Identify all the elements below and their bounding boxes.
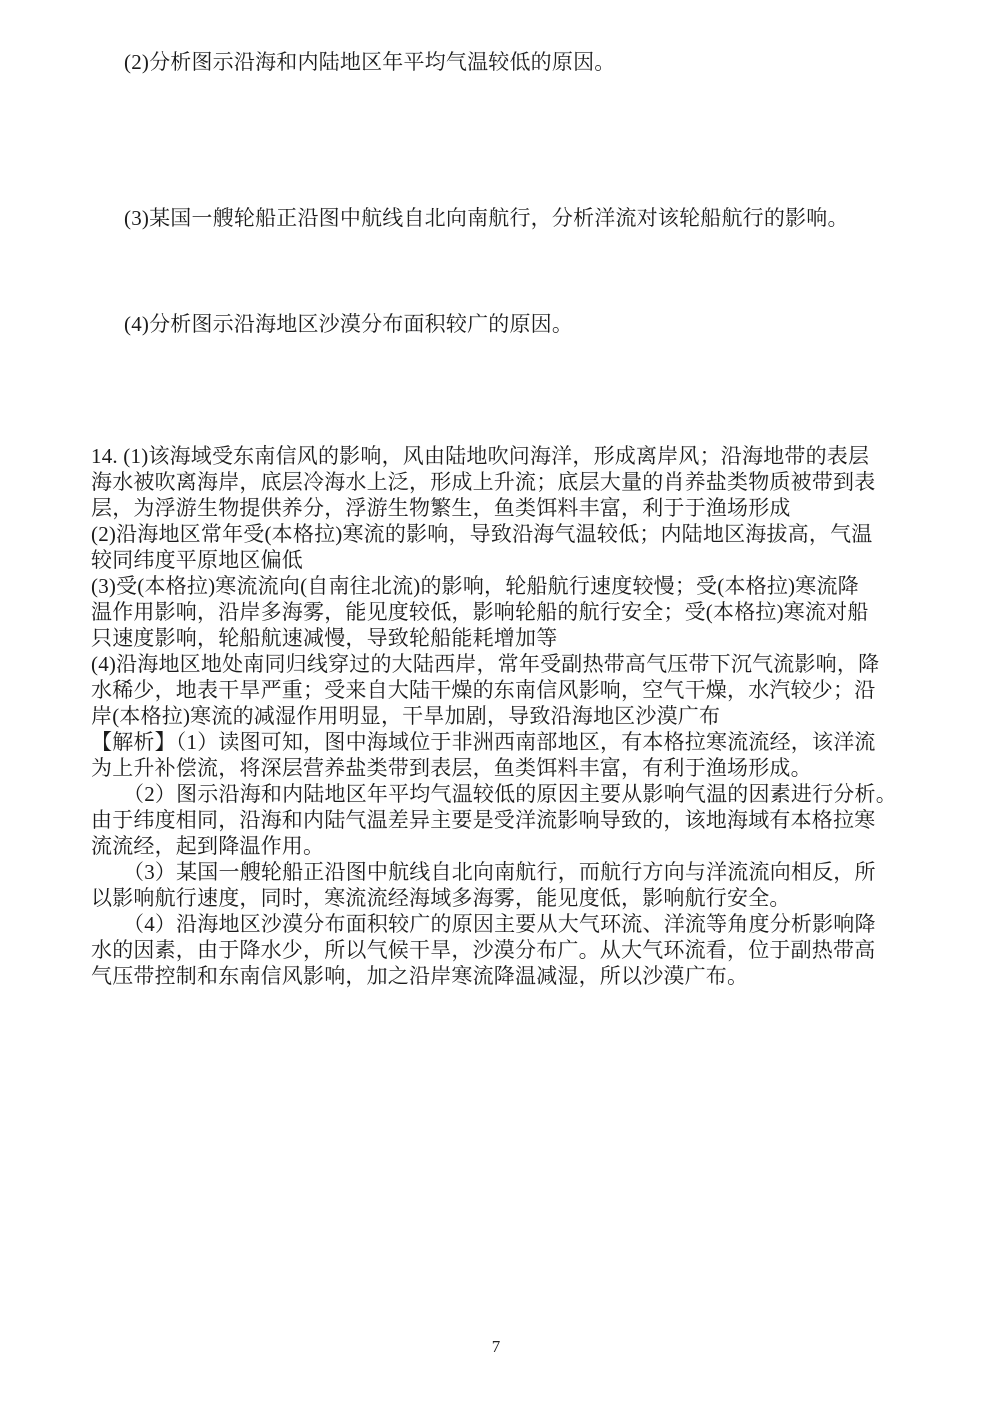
answer-line: (4)沿海地区地处南同归线穿过的大陆西岸，常年受副热带高气压带下沉气流影响，降 — [91, 652, 880, 676]
answer-line: 流流经，起到降温作用。 — [91, 834, 325, 858]
answer-line: （4）沿海地区沙漠分布面积较广的原因主要从大气环流、洋流等角度分析影响降 — [123, 912, 876, 936]
question-line-4: (4)分析图示沿海地区沙漠分布面积较广的原因。 — [124, 312, 574, 336]
answer-line: (2)沿海地区常年受(本格拉)寒流的影响，导致沿海气温较低；内陆地区海拔高，气温 — [91, 522, 873, 546]
answer-line: 由于纬度相同，沿海和内陆气温差异主要是受洋流影响导致的，该地海域有本格拉寒 — [91, 808, 876, 832]
answer-line: 岸(本格拉)寒流的减湿作用明显，干旱加剧，导致沿海地区沙漠广布 — [91, 704, 721, 728]
answer-line: （3）某国一艘轮船正沿图中航线自北向南航行，而航行方向与洋流流向相反，所 — [123, 860, 876, 884]
answer-line: 水稀少，地表干旱严重；受来自大陆干燥的东南信风影响，空气干燥，水汽较少；沿 — [91, 678, 876, 702]
question-line-3: (3)某国一艘轮船正沿图中航线自北向南航行，分析洋流对该轮船航行的影响。 — [124, 206, 849, 230]
answer-line: 温作用影响，沿岸多海雾，能见度较低，影响轮船的航行安全；受(本格拉)寒流对船 — [91, 600, 869, 624]
answer-line: 较同纬度平原地区偏低 — [91, 548, 303, 572]
answer-line: 气压带控制和东南信风影响，加之沿岸寒流降温减湿，所以沙漠广布。 — [91, 964, 749, 988]
answer-line: 海水被吹离海岸，底层冷海水上泛，形成上升流；底层大量的肖养盐类物质被带到表 — [91, 470, 876, 494]
answer-and-analysis-block — [91, 443, 909, 989]
answer-line: 以影响航行速度，同时，寒流流经海域多海雾，能见度低，影响航行安全。 — [91, 886, 791, 910]
answer-line: (3)受(本格拉)寒流流向(自南往北流)的影响，轮船航行速度较慢；受(本格拉)寒流降 — [91, 574, 859, 598]
answer-line: 14. (1)该海域受东南信风的影响，风由陆地吹问海洋，形成离岸风；沿海地带的表层 — [91, 444, 870, 468]
answer-line: 水的因素，由于降水少，所以气候干旱，沙漠分布广。从大气环流看，位于副热带高 — [91, 938, 876, 962]
page-number: 7 — [491, 1337, 501, 1356]
answer-line: （2）图示沿海和内陆地区年平均气温较低的原因主要从影响气温的因素进行分析。 — [123, 782, 897, 806]
answer-line: 只速度影响，轮船航速减慢，导致轮船能耗增加等 — [91, 626, 558, 650]
answer-line: 为上升补偿流，将深层营养盐类带到表层，鱼类饵料丰富，有利于渔场形成。 — [91, 756, 812, 780]
question-line-2: (2)分析图示沿海和内陆地区年平均气温较低的原因。 — [124, 50, 616, 74]
answer-line: 层，为浮游生物提供养分，浮游生物繁生，鱼类饵料丰富，利于于渔场形成 — [91, 496, 791, 520]
answer-line: 【解析】（1）读图可知，图中海域位于非洲西南部地区，有本格拉寒流流经，该洋流 — [91, 730, 876, 754]
